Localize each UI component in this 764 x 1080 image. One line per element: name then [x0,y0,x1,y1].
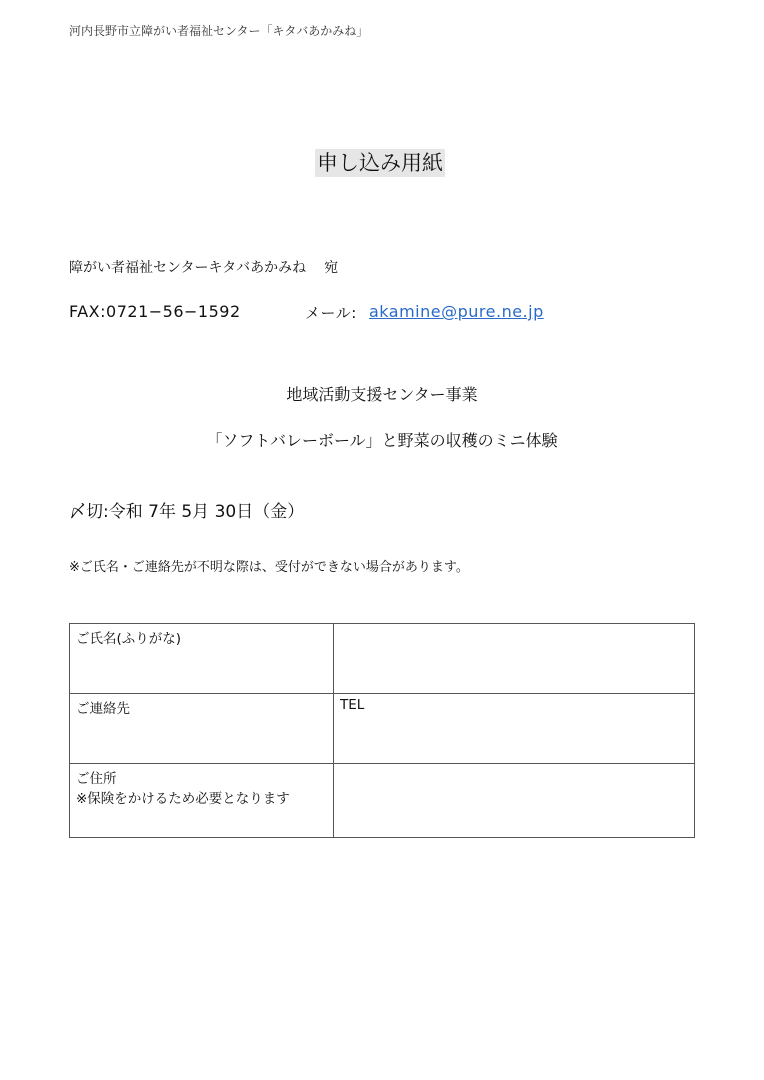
addressee-name: 障がい者福祉センターキタバあかみね [69,260,307,276]
contact-line [69,302,544,322]
organization-header: 河内長野市立障がい者福祉センター「キタバあかみね」 [69,24,369,38]
contact-label: ご連絡先 [76,701,130,717]
deadline: 〆切:令和 7年 5月 30日（金） [69,502,305,522]
mail-label: メール: [305,304,357,322]
address-note: ※保険をかけるため必要となります [76,791,290,807]
table-row [70,764,695,838]
tel-label: TEL [340,697,365,713]
application-form-table [69,623,695,838]
program-category: 地域活動支援センター事業 [286,385,478,404]
name-input-cell[interactable] [334,624,695,694]
fax-number: FAX:0721−56−1592 [69,302,241,321]
notice-text: ※ご氏名・ご連絡先が不明な際は、受付ができない場合があります。 [69,560,469,575]
program-title: 「ソフトバレーボール」と野菜の収穫のミニ体験 [206,431,558,450]
address-input-cell[interactable] [334,764,695,838]
address-label-cell [70,764,334,838]
address-label: ご住所 [76,771,117,787]
name-label: ご氏名(ふりがな) [76,631,182,647]
addressee-honorific: 宛 [324,260,339,276]
table-row [70,624,695,694]
page-title: 申し込み用紙 [317,151,443,175]
contact-input-cell[interactable] [334,694,695,764]
email-link[interactable]: akamine@pure.ne.jp [369,302,544,321]
contact-label-cell [70,694,334,764]
table-row [70,694,695,764]
name-label-cell [70,624,334,694]
addressee-line [69,257,338,277]
